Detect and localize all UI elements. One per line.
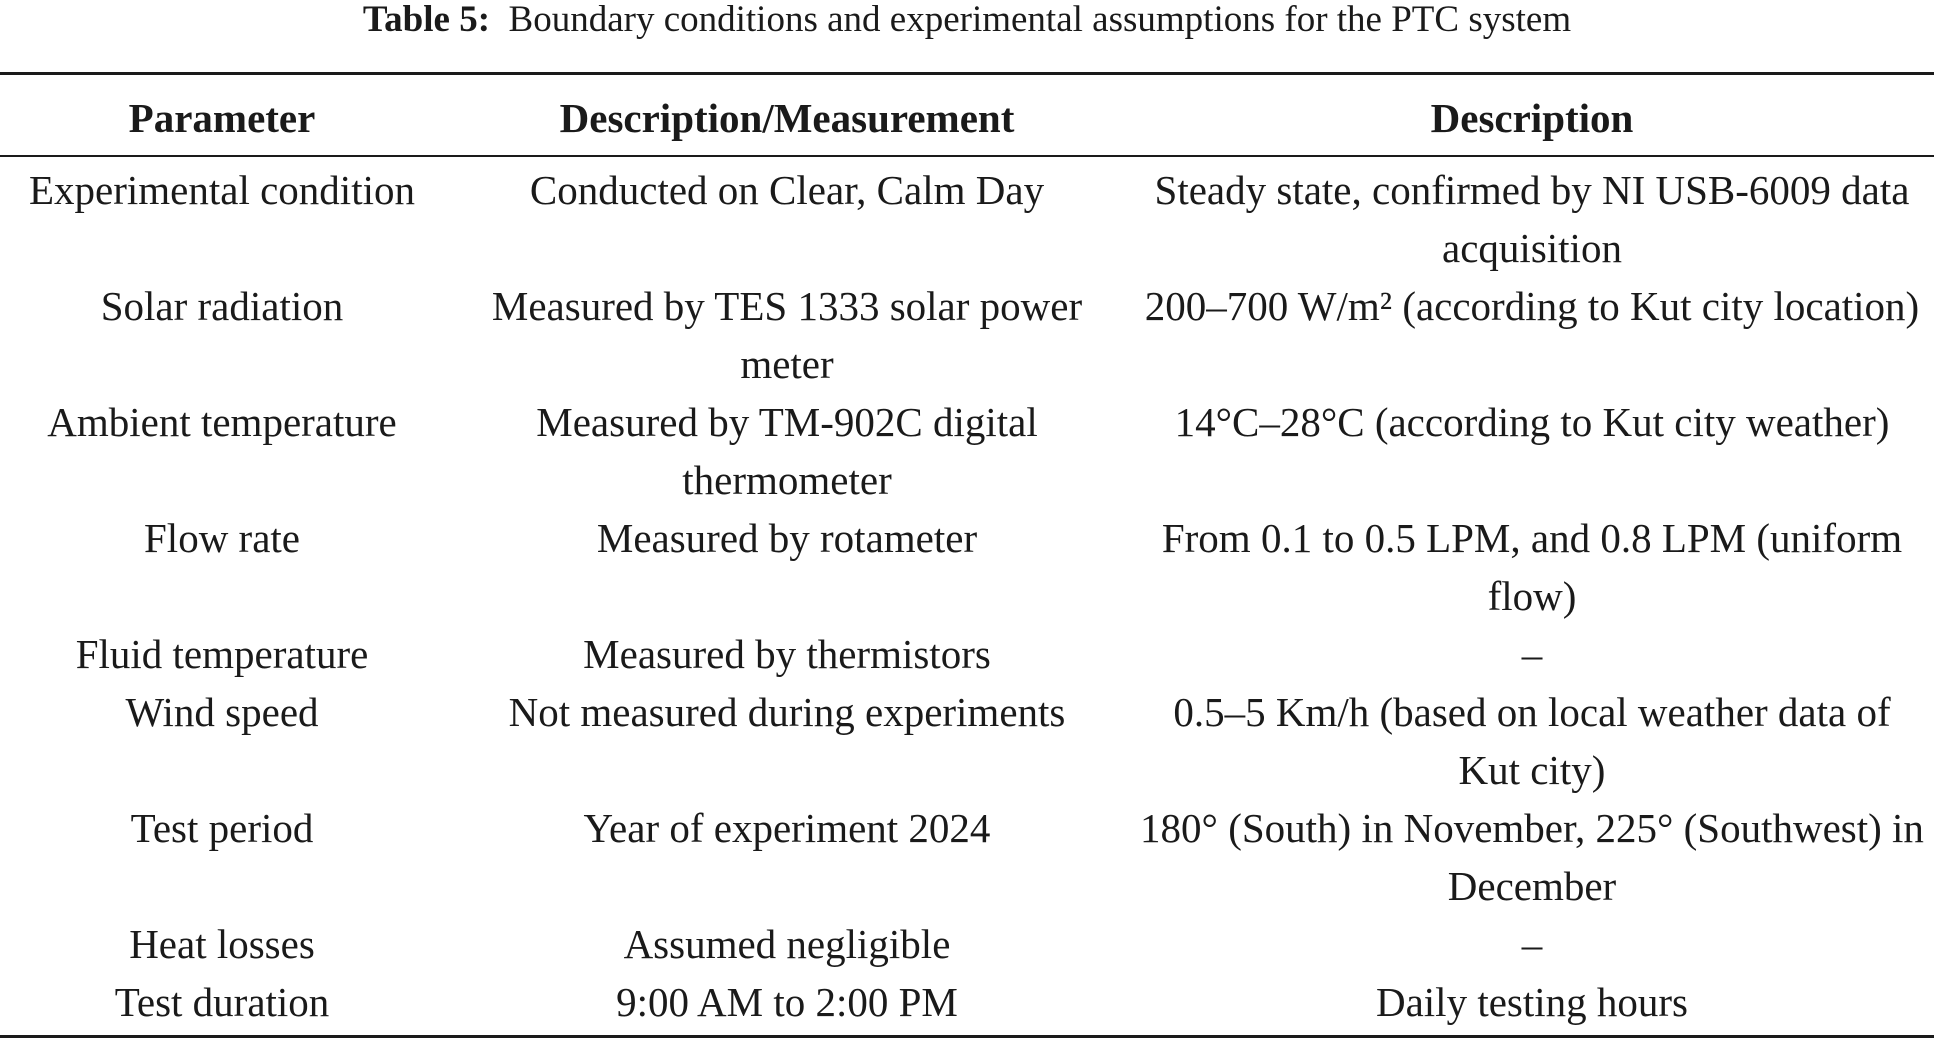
table-header (0, 74, 1934, 157)
description-cell: From 0.1 to 0.5 LPM, and 0.8 LPM (uniform flow) (1161, 515, 1903, 619)
description-cell: – (1521, 921, 1543, 967)
table-row (0, 393, 1934, 509)
measurement-cell: Measured by rotameter (596, 515, 978, 561)
measurement-cell: Conducted on Clear, Calm Day (529, 167, 1045, 213)
table-row (0, 799, 1934, 915)
parameter-cell: Test period (130, 805, 314, 851)
parameter-cell: Experimental condition (29, 167, 415, 213)
parameter-cell: Solar radiation (100, 283, 344, 329)
table-row (0, 625, 1934, 683)
table-caption-text: Boundary conditions and experimental assumptions for the PTC system (508, 0, 1572, 40)
description-cell: – (1521, 631, 1543, 677)
header-description: Description (1430, 95, 1634, 141)
table-header-row (0, 74, 1934, 157)
table-caption-label: Table 5: (362, 0, 491, 40)
measurement-cell: Measured by TM-902C digital thermometer (536, 399, 1038, 503)
table-row (0, 915, 1934, 973)
header-parameter: Parameter (128, 95, 316, 141)
parameter-cell: Flow rate (144, 515, 300, 561)
header-description-measurement: Description/Measurement (559, 95, 1015, 141)
table-row (0, 973, 1934, 1037)
measurement-cell: Not measured during experiments (508, 689, 1066, 735)
description-cell: Steady state, confirmed by NI USB-6009 data acquisition (1154, 167, 1910, 271)
measurement-cell: 9:00 AM to 2:00 PM (616, 979, 958, 1025)
table-row (0, 156, 1934, 277)
boundary-conditions-table (0, 72, 1934, 1038)
description-cell: Daily testing hours (1375, 979, 1689, 1025)
table-row (0, 277, 1934, 393)
parameter-cell: Fluid temperature (75, 631, 369, 677)
parameter-cell: Ambient temperature (47, 399, 397, 445)
description-cell: 0.5–5 Km/h (based on local weather data of Kut city) (1173, 689, 1891, 793)
parameter-cell: Wind speed (125, 689, 319, 735)
description-cell: 14°C–28°C (according to Kut city weather) (1174, 399, 1890, 445)
measurement-cell: Measured by TES 1333 solar power meter (491, 283, 1083, 387)
table-row (0, 509, 1934, 625)
table-body (0, 156, 1934, 1037)
parameter-cell: Heat losses (129, 921, 315, 967)
measurement-cell: Year of experiment 2024 (583, 805, 991, 851)
description-cell: 200–700 W/m² (according to Kut city location) (1144, 283, 1920, 329)
measurement-cell: Assumed negligible (623, 921, 951, 967)
parameter-cell: Test duration (114, 979, 330, 1025)
table-row (0, 683, 1934, 799)
table-caption (0, 0, 1934, 40)
measurement-cell: Measured by thermistors (583, 631, 991, 677)
description-cell: 180° (South) in November, 225° (Southwest) in December (1140, 805, 1924, 909)
